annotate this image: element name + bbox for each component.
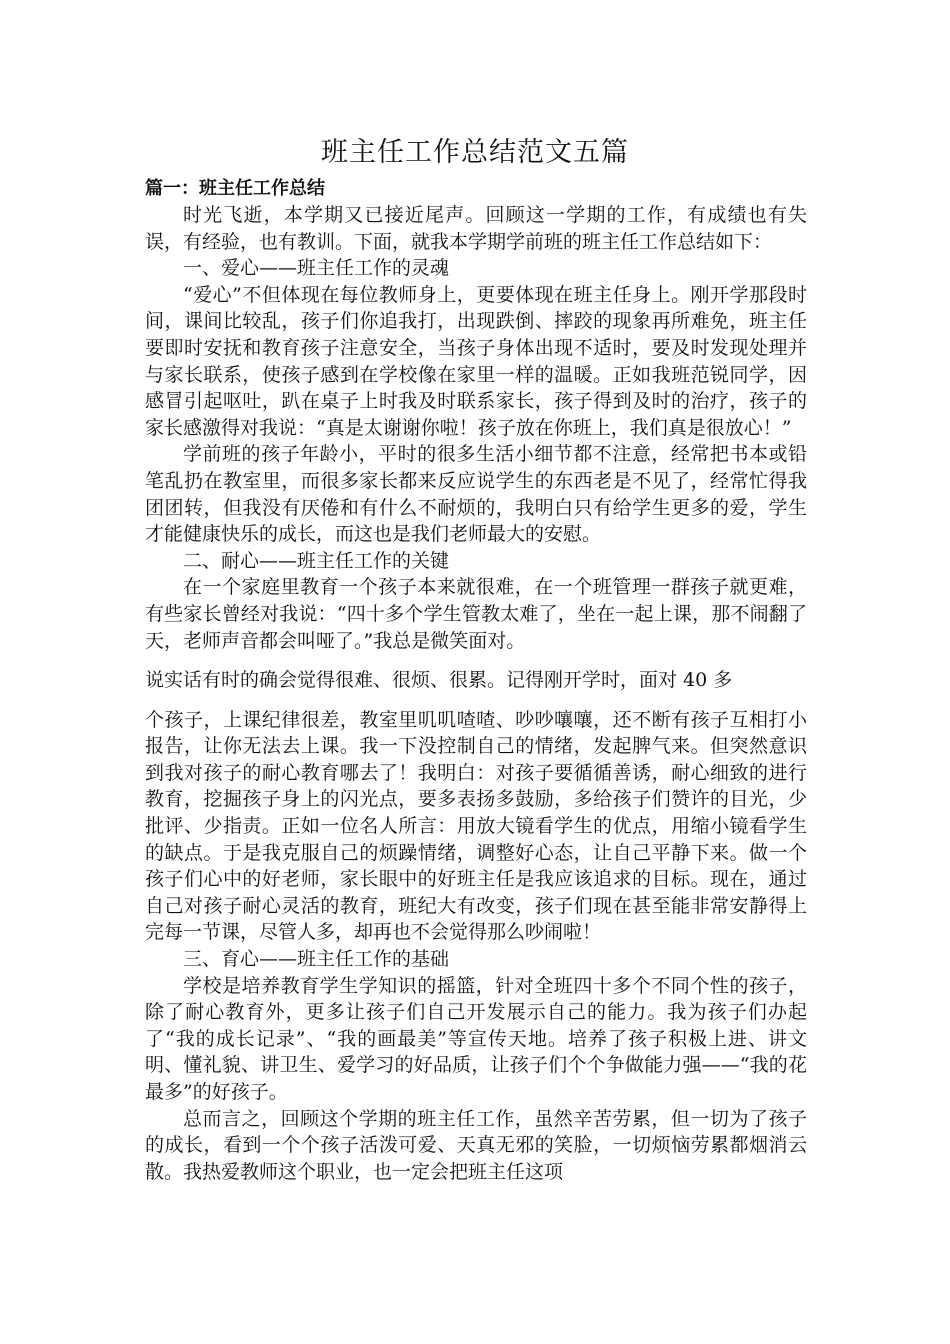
subheading-patience: 二、耐心——班主任工作的关键 [183, 549, 450, 572]
paragraph-patience-line: 说实话有时的确会觉得很难、很烦、很累。记得刚开学时，面对 40 多 [145, 669, 733, 692]
part-heading: 篇一：班主任工作总结 [145, 178, 325, 199]
subheading-nurture: 三、育心——班主任工作的基础 [183, 948, 450, 971]
paragraph-patience: 在一个家庭里教育一个孩子本来就很难，在一个班管理一群孩子就更难，有些家长曾经对我说：“四十多个学生管教太难了，坐在一起上课，那不闹翻了天，老师声音都会叫哑了。”我总是微笑面对。 [145, 576, 807, 652]
document-body [145, 202, 807, 1185]
subheading-love: 一、爱心——班主任工作的灵魂 [183, 257, 450, 280]
paragraph-nurture: 学校是培养教育学生学知识的摇篮，针对全班四十多个不同个性的孩子，除了耐心教育外，更多让孩子们自己开发展示自己的能力。我为孩子们办起了“我的成长记录”、“我的画最美”等宣传天地。培养了孩子积极上进、讲文明、懂礼貌、讲卫生、爱学习的好品质，让孩子们个个争做能力强——“我的花最多”的好孩子。 [145, 974, 807, 1103]
paragraph-love: “爱心”不但体现在每位教师身上，更要体现在班主任身上。刚开学那段时间，课间比较乱，孩子们你追我打，出现跌倒、摔跤的现象再所难免，班主任要即时安抚和教育孩子注意安全，当孩子身体出现不适时，要及时发现处理并与家长联系，使孩子感到在学校像在家里一样的温暖。正如我班范锐同学，因感冒引起呕吐，趴在桌子上时我及时联系家长，孩子得到及时的治疗，孩子的家长感激得对我说：“真是太谢谢你啦！孩子放在你班上，我们真是很放心！” [145, 283, 807, 439]
paragraph-intro: 时光飞逝，本学期又已接近尾声。回顾这一学期的工作，有成绩也有失误，有经验，也有教训。下面，就我本学期学前班的班主任工作总结如下： [145, 204, 807, 253]
document-title: 班主任工作总结范文五篇 [321, 137, 629, 168]
paragraph-patience-cont: 个孩子，上课纪律很差，教室里叽叽喳喳、吵吵嚷嚷，还不断有孩子互相打小报告，让你无法去上课。我一下没控制自己的情绪，发起脾气来。但突然意识到我对孩子的耐心教育哪去了！我明白：对孩子要循循善诱，耐心细致的进行教育，挖掘孩子身上的闪光点，要多表扬多鼓励，多给孩子们赞许的目光，少批评、少指责。正如一位名人所言：用放大镜看学生的优点，用缩小镜看学生的缺点。于是我克服自己的烦躁情绪，调整好心态，让自己平静下来。做一个孩子们心中的好老师，家长眼中的好班主任是我应该追求的目标。现在，通过自己对孩子耐心灵活的教育，班纪大有改变，孩子们现在甚至能非常安静得上完每一节课，尽管人多，却再也不会觉得那么吵闹啦！ [145, 708, 807, 944]
paragraph-conclusion: 总而言之，回顾这个学期的班主任工作，虽然辛苦劳累，但一切为了孩子的成长，看到一个个孩子活泼可爱、天真无邪的笑脸，一切烦恼劳累都烟消云散。我热爱教师这个职业，也一定会把班主任这项 [145, 1107, 807, 1183]
paragraph-details: 学前班的孩子年龄小，平时的很多生活小细节都不注意，经常把书本或铅笔乱扔在教室里，而很多家长都来反应说学生的东西老是不见了，经常忙得我团团转，但我没有厌倦和有什么不耐烦的，我明白只有给学生更多的爱，学生才能健康快乐的成长，而这也是我们老师最大的安慰。 [145, 443, 807, 546]
